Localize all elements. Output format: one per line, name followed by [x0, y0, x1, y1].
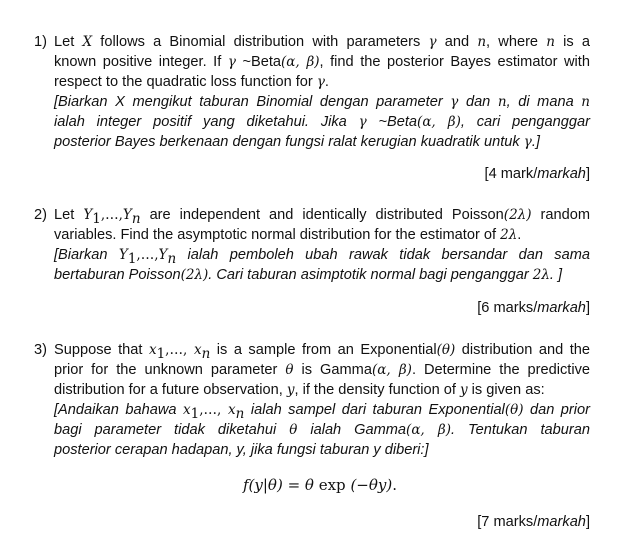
english-text-line: Let $Y_1,\dots,Y_n$ are independent and identically distributed Poisson(2λ) random — [54, 207, 590, 227]
question-body — [54, 340, 590, 460]
english-text-line: Suppose that $x_1,\dots$, $x_n$ is a sample from an Exponential(θ) distribution and the — [54, 342, 590, 362]
malay-text-line: bagi parameter tidak diketahui θ ialah Gamma(α, β). Tentukan taburan — [54, 422, 590, 438]
question-1 — [34, 32, 590, 152]
marks-label: [4 mark/markah] — [484, 166, 590, 182]
question-body — [54, 205, 590, 285]
malay-text-line: [Biarkan X mengikut taburan Binomial dengan parameter γ dan n, di mana n — [54, 94, 590, 110]
malay-text-line: bertaburan Poisson(2λ). Cari taburan asimptotik normal bagi penganggar 2λ. ] — [54, 267, 563, 283]
question-3 — [34, 340, 590, 460]
english-text-line: variables. Find the asymptotic normal distribution for the estimator of 2λ. — [54, 227, 522, 243]
marks-label: [7 marks/markah] — [477, 514, 590, 530]
question-number: 1) — [34, 34, 47, 50]
density-formula: f(y|θ) = θ exp (−θy). — [242, 476, 397, 494]
malay-text-line: posterior Bayes berkenaan dengan fungsi ralat kerugian kuadratik untuk γ.] — [54, 134, 540, 150]
marks-label: [6 marks/markah] — [477, 300, 590, 316]
malay-text-line: ialah integer positif yang diketahui. Jika γ ~Beta(α, β), cari penganggar — [54, 114, 590, 130]
question-2 — [34, 205, 590, 285]
english-text-line: prior for the unknown parameter θ is Gamma(α, β). Determine the predictive — [54, 362, 591, 378]
question-number: 2) — [34, 207, 47, 223]
question-number: 3) — [34, 342, 47, 358]
english-text-line: distribution for a future observation, y, if the density function of y is given as: — [54, 382, 545, 398]
malay-text-line: [Biarkan $Y_1,\dots,Y_n$ ialah pemboleh ubah rawak tidak bersandar dan sama — [54, 247, 590, 267]
malay-text-line: posterior cerapan hadapan, y, jika fungsi taburan y diberi:] — [54, 442, 429, 458]
english-text-line: respect to the quadratic loss function for γ. — [54, 74, 329, 90]
question-body — [54, 32, 590, 152]
english-text-line: known positive integer. If γ ~Beta(α, β), find the posterior Bayes estimator with — [54, 54, 590, 70]
english-text-line: Let X follows a Binomial distribution with parameters γ and n, where n is a — [54, 34, 590, 50]
malay-text-line: [Andaikan bahawa $x_1,\dots$, $x_n$ ialah sampel dari taburan Exponential(θ) dan prior — [54, 402, 591, 422]
